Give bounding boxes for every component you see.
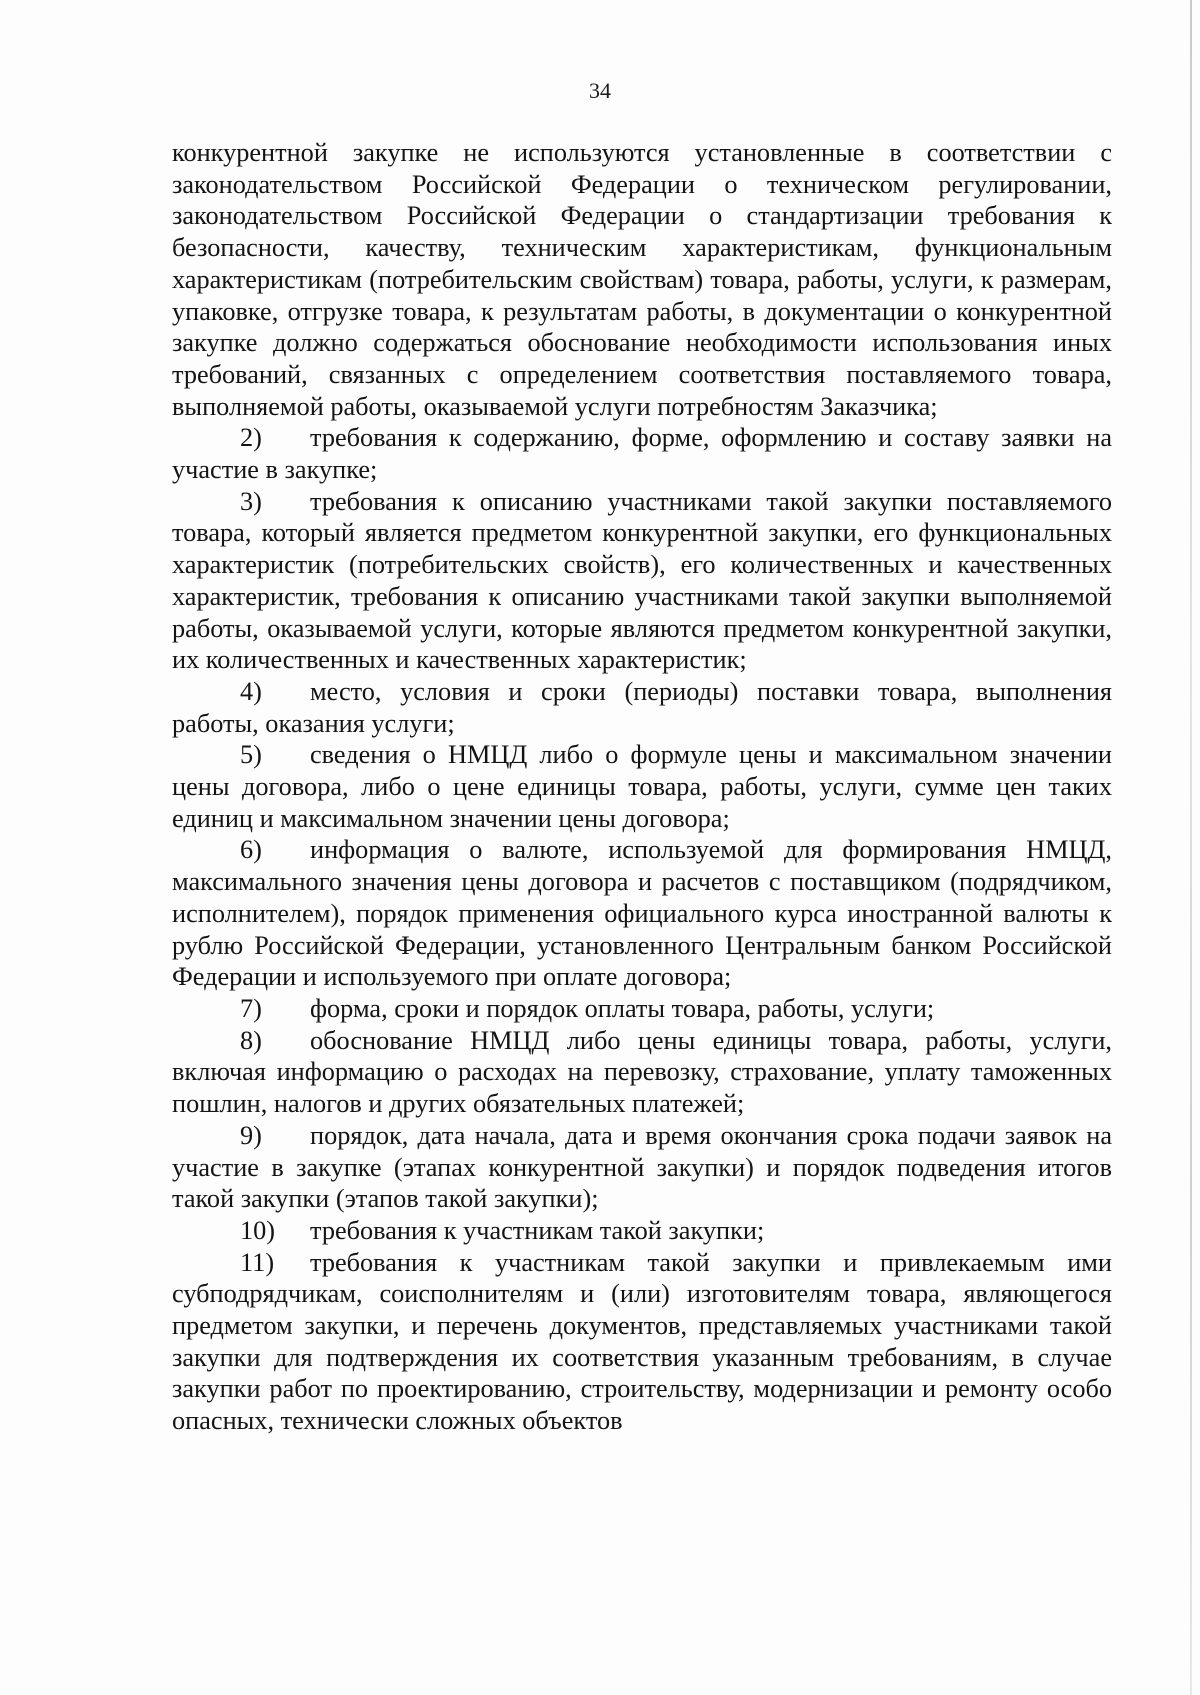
list-item (172, 1215, 1112, 1247)
list-item-number: 4) (240, 676, 262, 706)
list-item-number: 9) (240, 1120, 262, 1150)
document-body (172, 137, 1112, 1437)
list-item (172, 993, 1112, 1025)
list-item-number: 10) (240, 1215, 276, 1245)
list-item-text: требования к участникам такой закупки; (310, 1215, 765, 1245)
list-item (172, 1247, 1112, 1437)
list-item-text: требования к описанию участниками такой закупки поставляемого товара, который является предметом конкурентной закупки, его функциональных характеристик (потребительских свойств), его количественных и качественных характеристик, требования к описанию участниками такой закупки выполняемой работы, оказываемой услуги, которые являются предметом конкурентной закупки, их количественных и качественных характеристик; (172, 486, 1112, 675)
list-item-number: 5) (240, 740, 262, 770)
list-item (172, 834, 1112, 993)
page-number: 34 (589, 78, 611, 103)
list-item-number: 11) (240, 1247, 275, 1277)
intro-paragraph: конкурентной закупке не используются установленные в соответствии с законодательством Российской Федерации о техническом регулировании, законодательством Российской Федерации о стандартизации требования к безопасности, качеству, техническим характеристикам, функциональным характеристикам (потребительским свойствам) товара, работы, услуги, к размерам, упаковке, отгрузке товара, к результатам работы, в документации о конкурентной закупке должно содержаться обоснование необходимости использования иных требований, связанных с определением соответствия поставляемого товара, выполняемой работы, оказываемой услуги потребностям Заказчика; (172, 138, 1112, 421)
list-item (172, 422, 1112, 485)
list-item-text: информация о валюте, используемой для формирования НМЦД, максимального значения цены договора и расчетов с поставщиком (подрядчиком, исполнителем), порядок применения официального курса иностранной валюты к рублю Российской Федерации, установленного Центральным банком Российской Федерации и используемого при оплате договора; (172, 835, 1112, 992)
list-item-text: требования к содержанию, форме, оформлению и составу заявки на участие в закупке; (172, 423, 1112, 485)
list-item-text: форма, сроки и порядок оплаты товара, работы, услуги; (310, 993, 935, 1023)
list-item-text: требования к участникам такой закупки и привлекаемым ими субподрядчикам, соисполнителям и (или) изготовителям товара, являющегося предметом закупки, и перечень документов, представляемых участниками такой закупки для подтверждения их соответствия указанным требованиям, в случае закупки работ по проектированию, строительству, модернизации и ремонту особо опасных, технически сложных объектов (172, 1247, 1112, 1436)
list-item-text: место, условия и сроки (периоды) поставки товара, выполнения работы, оказания услуги; (172, 676, 1112, 738)
list-item-number: 6) (240, 835, 262, 865)
list-item-number: 2) (240, 423, 262, 453)
list-item (172, 739, 1112, 834)
list-item (172, 1120, 1112, 1215)
list-item-text: обоснование НМЦД либо цены единицы товара, работы, услуги, включая информацию о расходах на перевозку, страхование, уплату таможенных пошлин, налогов и других обязательных платежей; (172, 1025, 1112, 1119)
list-item-text: сведения о НМЦД либо о формуле цены и максимальном значении цены договора, либо о цене единицы товара, работы, услуги, сумме цен таких единиц и максимальном значении цены договора; (172, 740, 1112, 833)
scan-edge-line (1190, 0, 1192, 1695)
list-item (172, 676, 1112, 739)
list-item-text: порядок, дата начала, дата и время окончания срока подачи заявок на участие в закупке (этапах конкурентной закупки) и порядок подведения итогов такой закупки (этапов такой закупки); (172, 1120, 1112, 1214)
list-item (172, 1025, 1112, 1120)
list-item (172, 486, 1112, 676)
list-item-number: 7) (240, 993, 262, 1023)
list-item-number: 8) (240, 1025, 262, 1055)
list-item-number: 3) (240, 486, 262, 516)
